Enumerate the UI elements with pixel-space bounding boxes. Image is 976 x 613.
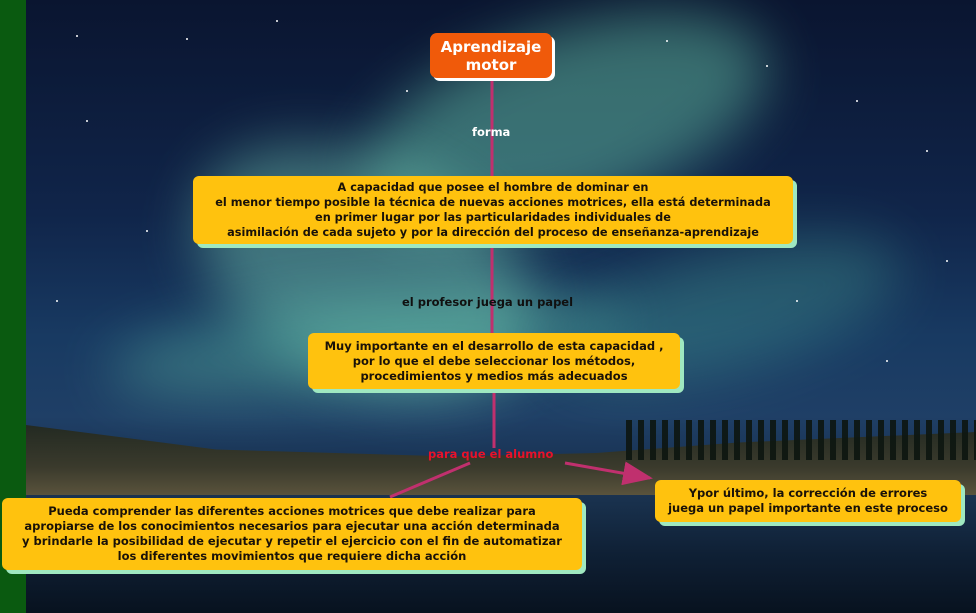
node-definition-line: A capacidad que posee el hombre de dominar en	[337, 181, 649, 194]
root-node[interactable]	[430, 33, 552, 78]
node-definition[interactable]	[193, 176, 793, 244]
node-alumno-line: y brindarle la posibilidad de ejecutar y repetir el ejercicio con el fin de automatizar	[22, 534, 562, 548]
root-label-line1: Aprendizaje	[440, 37, 542, 56]
node-definition-line: el menor tiempo posible la técnica de nuevas acciones motrices, ella está determinada	[215, 196, 771, 209]
node-definition-line: asimilación de cada sujeto y por la dirección del proceso de enseñanza-aprendizaje	[227, 226, 759, 239]
node-correccion-line: Ypor último, la corrección de errores	[688, 486, 928, 500]
node-alumno-line: Pueda comprender las diferentes acciones motrices que debe realizar para	[48, 504, 536, 518]
node-profesor-line: procedimientos y medios más adecuados	[360, 368, 628, 383]
node-profesor-line: Muy importante en el desarrollo de esta capacidad ,	[324, 338, 664, 353]
node-definition-line: en primer lugar por las particularidades individuales de	[315, 211, 671, 224]
node-alumno[interactable]	[2, 498, 582, 570]
connector-link3-node4	[565, 463, 650, 478]
link-label-forma: forma	[472, 125, 511, 139]
node-alumno-line: apropiarse de los conocimientos necesarios para ejecutar una acción determinada	[24, 519, 560, 533]
node-correccion[interactable]	[655, 480, 961, 522]
connector-link3-node3	[390, 463, 470, 497]
node-correccion-line: juega un papel importante en este proceso	[668, 501, 948, 515]
link-label-profesor: el profesor juega un papel	[402, 295, 574, 309]
node-profesor-line: por lo que el debe seleccionar los métodos,	[352, 353, 636, 368]
root-label-line2: motor	[465, 55, 517, 74]
link-label-alumno: para que el alumno	[428, 447, 554, 461]
node-profesor[interactable]	[308, 333, 680, 389]
node-alumno-line: los diferentes movimientos que requiere dicha acción	[117, 549, 467, 563]
